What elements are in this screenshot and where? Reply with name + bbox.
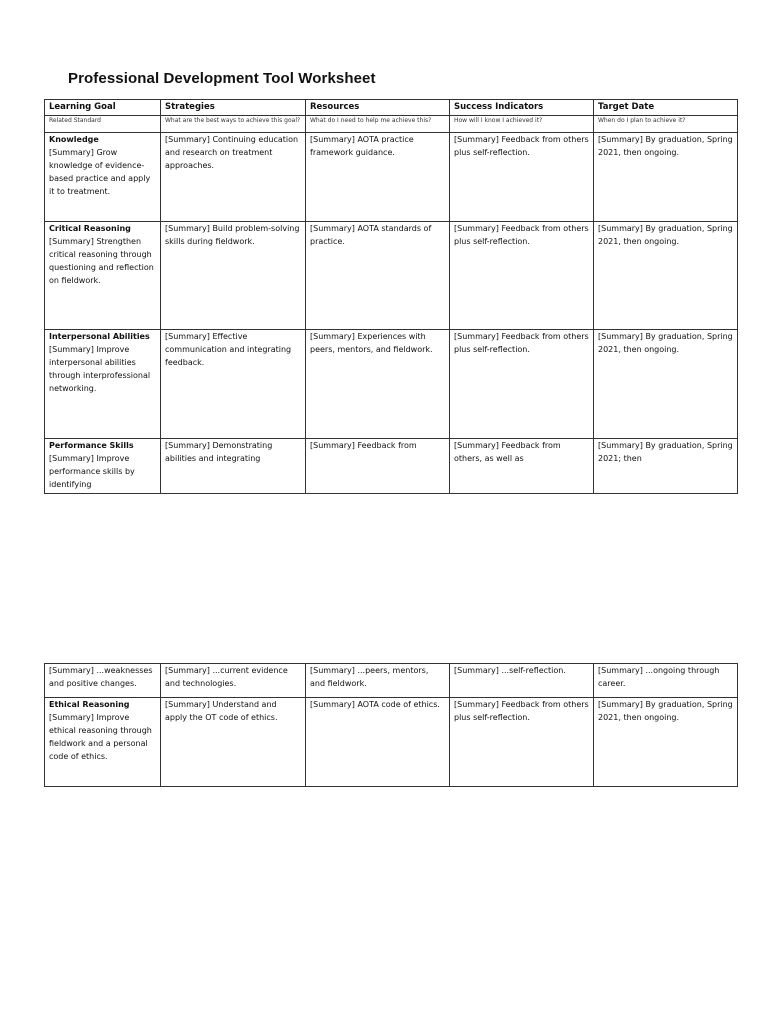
strategies-cell: [Summary] ...current evidence and technologies.: [161, 664, 306, 698]
subheader-learning-goal: Related Standard: [45, 116, 161, 133]
resources-cell: [Summary] Experiences with peers, mentors, and fieldwork.: [306, 330, 450, 439]
header-row: [45, 100, 738, 116]
subheader-resources: What do I need to help me achieve this?: [306, 116, 450, 133]
strategies-cell: [Summary] Continuing education and research on treatment approaches.: [161, 133, 306, 222]
goal-cell: [45, 439, 161, 494]
target-cell: [Summary] By graduation, Spring 2021, then ongoing.: [594, 133, 738, 222]
indicators-cell: [Summary] Feedback from others, as well as: [450, 439, 594, 494]
goal-title: Performance Skills: [49, 441, 134, 450]
goal-title: Ethical Reasoning: [49, 700, 130, 709]
subheader-success-indicators: How will I know I achieved it?: [450, 116, 594, 133]
strategies-cell: [Summary] Understand and apply the OT code of ethics.: [161, 698, 306, 787]
resources-cell: [Summary] Feedback from: [306, 439, 450, 494]
goal-text: [Summary] Improve performance skills by identifying: [49, 453, 135, 489]
indicators-cell: [Summary] ...self-reflection.: [450, 664, 594, 698]
goal-cell: [45, 222, 161, 330]
goal-cell: [45, 133, 161, 222]
resources-cell: [Summary] AOTA standards of practice.: [306, 222, 450, 330]
table-row: [45, 330, 738, 439]
header-strategies: Strategies: [161, 100, 306, 116]
indicators-cell: [Summary] Feedback from others plus self-reflection.: [450, 133, 594, 222]
goal-cell: [Summary] ...weaknesses and positive changes.: [45, 664, 161, 698]
indicators-cell: [Summary] Feedback from others plus self-reflection.: [450, 222, 594, 330]
target-cell: [Summary] By graduation, Spring 2021, then ongoing.: [594, 222, 738, 330]
subheader-target-date: When do I plan to achieve it?: [594, 116, 738, 133]
goal-title: Knowledge: [49, 135, 99, 144]
table-row: [45, 133, 738, 222]
goal-title: Interpersonal Abilities: [49, 332, 150, 341]
header-learning-goal: Learning Goal: [45, 100, 161, 116]
indicators-cell: [Summary] Feedback from others plus self-reflection.: [450, 698, 594, 787]
goal-title: Critical Reasoning: [49, 224, 131, 233]
target-cell: [Summary] By graduation, Spring 2021, then ongoing.: [594, 330, 738, 439]
strategies-cell: [Summary] Demonstrating abilities and integrating: [161, 439, 306, 494]
goal-cell: [45, 330, 161, 439]
worksheet-table: [44, 99, 738, 494]
goal-text: [Summary] Strengthen critical reasoning through questioning and reflection on fieldwork.: [49, 236, 154, 285]
goal-text: [Summary] Grow knowledge of evidence-based practice and apply it to treatment.: [49, 147, 151, 196]
page-title: Professional Development Tool Worksheet: [68, 70, 376, 87]
goal-cell: [45, 698, 161, 787]
header-success-indicators: Success Indicators: [450, 100, 594, 116]
strategies-cell: [Summary] Effective communication and integrating feedback.: [161, 330, 306, 439]
goal-text: [Summary] Improve interpersonal abilities through interprofessional networking.: [49, 344, 151, 393]
subheader-strategies: What are the best ways to achieve this goal?: [161, 116, 306, 133]
resources-cell: [Summary] ...peers, mentors, and fieldwork.: [306, 664, 450, 698]
goal-text: [Summary] Improve ethical reasoning through fieldwork and a personal code of ethics.: [49, 712, 152, 761]
indicators-cell: [Summary] Feedback from others plus self-reflection.: [450, 330, 594, 439]
target-cell: [Summary] ...ongoing through career.: [594, 664, 738, 698]
target-cell: [Summary] By graduation, Spring 2021; then: [594, 439, 738, 494]
table-row: [45, 664, 738, 698]
target-cell: [Summary] By graduation, Spring 2021, then ongoing.: [594, 698, 738, 787]
subheader-row: [45, 116, 738, 133]
header-resources: Resources: [306, 100, 450, 116]
table-row: [45, 222, 738, 330]
table-row: [45, 698, 738, 787]
resources-cell: [Summary] AOTA code of ethics.: [306, 698, 450, 787]
resources-cell: [Summary] AOTA practice framework guidance.: [306, 133, 450, 222]
strategies-cell: [Summary] Build problem-solving skills during fieldwork.: [161, 222, 306, 330]
worksheet-table-continued: [44, 663, 738, 787]
header-target-date: Target Date: [594, 100, 738, 116]
table-row: [45, 439, 738, 494]
